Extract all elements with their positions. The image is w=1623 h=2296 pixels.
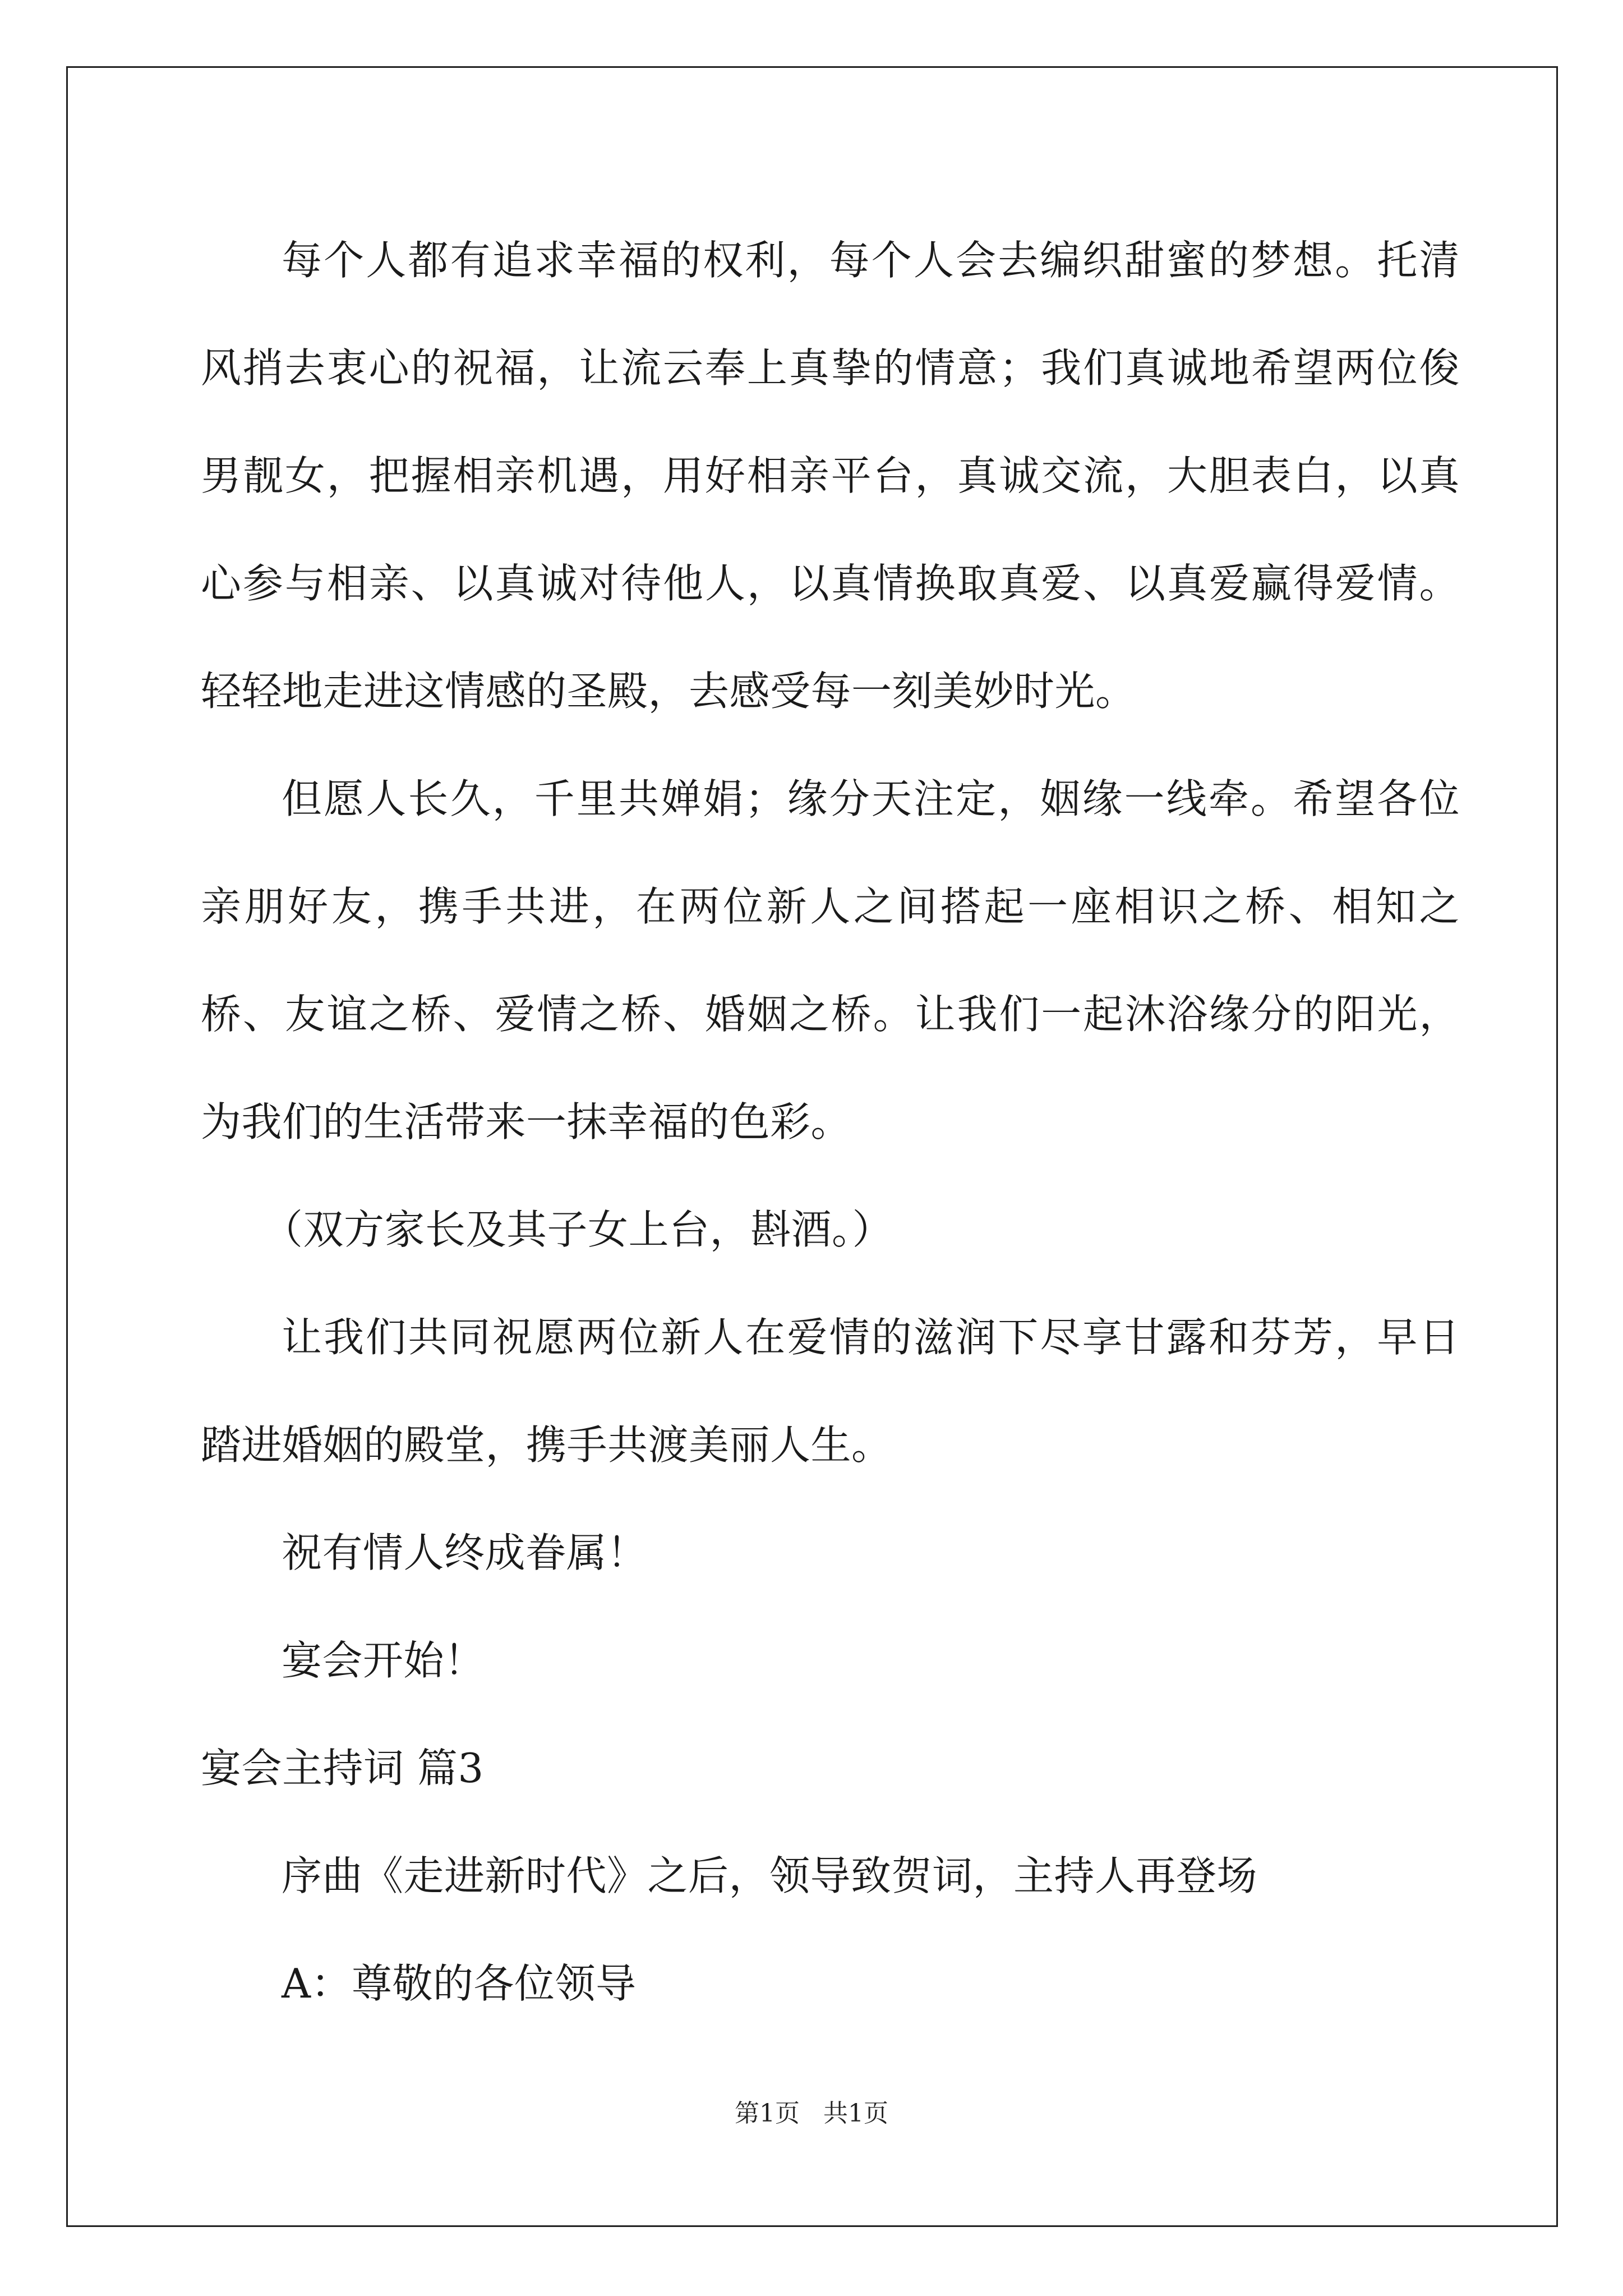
document-body (201, 206, 1460, 2037)
paragraph-wish: 让我们共同祝愿两位新人在爱情的滋润下尽享甘露和芬芳，早日踏进婚姻的殿堂，携手共渡美丽人生。 (201, 1314, 1460, 1469)
paragraph-fate: 但愿人长久，千里共婵娟；缘分天注定，姻缘一线牵。希望各位亲朋好友，携手共进，在两位新人之间搭起一座相识之桥、相知之桥、友谊之桥、爱情之桥、婚姻之桥。让我们一起沐浴缘分的阳光，为我们的生活带来一抹幸福的色彩。 (201, 775, 1460, 1145)
paragraph-stage-direction: （双方家长及其子女上台，斟酒。） (262, 1206, 893, 1253)
section-heading: 宴会主持词 篇3 (201, 1745, 484, 1792)
paragraph-banquet-start: 宴会开始！ (282, 1637, 485, 1684)
paragraph-host-a: A：尊敬的各位领导 (282, 1960, 637, 2007)
paragraph-congrats: 祝有情人终成眷属！ (282, 1529, 648, 1576)
page-total: 共1页 (823, 2099, 888, 2128)
page-number: 第1页 (735, 2099, 800, 2128)
paragraph-prelude: 序曲《走进新时代》之后，领导致贺词，主持人再登场 (282, 1852, 1258, 1899)
page-footer (0, 2097, 1623, 2131)
paragraph-blessing: 每个人都有追求幸福的权利，每个人会去编织甜蜜的梦想。托清风捎去衷心的祝福，让流云奉上真挚的情意；我们真诚地希望两位俊男靓女，把握相亲机遇，用好相亲平台，真诚交流，大胆表白，以真心参与相亲、以真诚对待他人，以真情换取真爱、以真爱赢得爱情。轻轻地走进这情感的圣殿，去感受每一刻美妙时光。 (201, 237, 1460, 715)
